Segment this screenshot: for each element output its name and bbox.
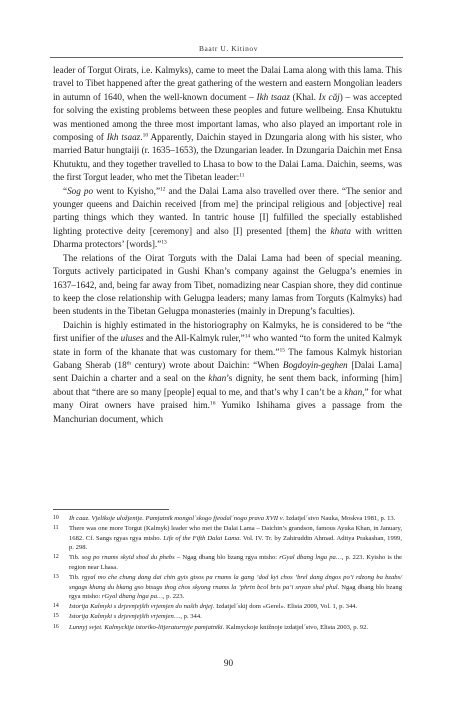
footnote-number: 14 bbox=[53, 603, 59, 610]
text-run: went to Kyisho,” bbox=[93, 185, 161, 196]
header-rule bbox=[50, 57, 403, 58]
footnote-text bbox=[69, 623, 402, 633]
footnote bbox=[53, 514, 402, 524]
text-run: Tib. bbox=[69, 554, 82, 562]
footnote-number: 10 bbox=[53, 515, 59, 521]
text-run: . Izdatjel´stvo Nauka, Moskva 1981, p. 13. bbox=[282, 515, 396, 522]
text-run: with written Dharma protectors’ [words].” bbox=[53, 225, 402, 250]
italic-title: Istorija Kalmyki s drjevnjejših vrjemjen do naših dnjej bbox=[69, 603, 213, 611]
text-run: . bbox=[140, 132, 143, 143]
footnote-text bbox=[69, 573, 402, 602]
text-run: Daichin is highly estimated in the historiography on Kalmyks, he is considered to be “the first unifier of the bbox=[53, 319, 402, 344]
footnote-ref[interactable]: 12 bbox=[160, 186, 166, 193]
text-run: leader of Torgut Oirats, i.e. Kalmyks), came to meet the Dalai Lama along with this lama. This travel to Tibet happened after the great gathering of the western and eastern Mongolian leaders in autumn of 1640, when the well-known document – bbox=[53, 65, 402, 102]
main-text bbox=[53, 64, 402, 426]
text-run: who wanted “to form the united Kalmyk state in form of the khanate that was customary for them.” bbox=[53, 333, 402, 357]
footnotes bbox=[53, 514, 402, 633]
ordinal-suffix: th bbox=[126, 360, 132, 367]
footnote bbox=[53, 612, 402, 622]
text-run: “ bbox=[63, 185, 68, 196]
footnote-rule bbox=[53, 509, 169, 510]
running-head: Baatr U. Kitinov bbox=[198, 44, 259, 53]
text-run: [Dalai Lama] sent Daichin a charter and a seal on the bbox=[53, 359, 402, 384]
footnote-number: 16 bbox=[53, 623, 59, 630]
italic-term: khata bbox=[330, 225, 351, 236]
italic-title: rGyal dbang lnga pa… bbox=[101, 593, 163, 601]
footnote-ref[interactable]: 13 bbox=[161, 239, 167, 246]
footnote-ref[interactable]: 14 bbox=[244, 333, 251, 340]
text-run: , p. 223. bbox=[162, 593, 185, 601]
italic-title: rGyal dbang lnga pa… bbox=[279, 554, 342, 562]
text-run: (Khal. bbox=[289, 91, 319, 102]
text-run: , p. 223. Kyisho is the region near Lhasa. bbox=[69, 554, 402, 571]
paragraph bbox=[53, 64, 402, 185]
text-run: …, p. 344. bbox=[173, 613, 202, 621]
footnote-ref[interactable]: 15 bbox=[279, 347, 285, 354]
footnote-number: 12 bbox=[53, 554, 59, 561]
text-run: Tib. bbox=[69, 574, 82, 582]
footnote-text bbox=[69, 602, 402, 612]
footnote-number: 13 bbox=[53, 574, 59, 581]
text-run: century) wrote about Daichin: “When bbox=[131, 359, 283, 370]
italic-term: Ikh tsaaz bbox=[106, 132, 141, 143]
text-run: ) – was accepted for solving the existing problems between these peoples and future wellbeing. Ensa Khutuktu was mentioned among the three most important lamas, who also played an important role in composing of bbox=[53, 91, 403, 143]
italic-term: Bogdoyin-geghen bbox=[282, 359, 348, 370]
italic-title: Ih caaz. Vjelikoje uložjenije. Pamjatnik mongol´skogo fjeodal´nogo prava XVII v bbox=[69, 515, 283, 522]
italic-term: khan bbox=[208, 373, 227, 384]
text-run: . Vol. IV. Tr. by Zahiruddin Ahmad. Aditya Prakashan, 1999, p. 298. bbox=[69, 534, 403, 552]
paragraph bbox=[53, 185, 402, 252]
text-run: and the All-Kalmyk ruler,” bbox=[143, 333, 245, 344]
italic-title: sog po rnams skyid shod du phebs bbox=[81, 554, 175, 562]
text-run: – Ngag dbang blo bzang rgya mtsho: bbox=[174, 554, 280, 562]
italic-title: rgyal mo che chung dang dai chin gyis gtsos pa rnams la gang ’dod kyi chos ’brel dang dngos po’i rdzong ba bzabs/ sngags khang du bkang gso btsugs thog chos skyong rnams la ’phrin bcol bris pa’i snyan shal phul bbox=[69, 574, 402, 591]
footnote-ref[interactable]: 11 bbox=[239, 172, 245, 179]
footnote bbox=[53, 623, 402, 633]
italic-title: Istorija Kalmyki s drjevnjejših vrjemjen bbox=[69, 613, 174, 621]
text-run: Apparently, Daichin stayed in Dzungaria along with his sister, who married Batur hungtaiji (r. 1635–1653), the Dzungarian leader. In Dzungaria Daichin met Ensa Khutuktu, and they together travelled to Lhasa to bow to the Dalai Lama. Daichin, seems, was the first Torgut leader, who met the Tibetan leader: bbox=[53, 132, 402, 183]
footnote-ref[interactable]: 16 bbox=[209, 400, 216, 407]
page-number: 90 bbox=[223, 658, 234, 668]
text-run: . Kalmyckoje knižnoje izdatjel´stvo, Elista 2003, p. 92. bbox=[222, 623, 369, 631]
italic-term: khan bbox=[344, 386, 363, 397]
footnote-text bbox=[69, 514, 402, 524]
footnote-text bbox=[69, 524, 402, 553]
footnote-number: 15 bbox=[53, 613, 59, 620]
footnote bbox=[53, 524, 402, 553]
italic-term: Sog po bbox=[67, 185, 94, 196]
paragraph: The relations of the Oirat Torguts with the Dalai Lama had been of special meaning. Torguts actively participated in Gushi Khan’s company against the Gelugpa’s enemies in 1637–1642, and, being far away from Tibet, nomadizing near Caspian shore, they did continue to keep the close relationship with Gelugpa leaders; many lamas from Torguts (Kalmyks) had been students in the Tibetan Gelugpa monasteries (mainly in Drepung’s faculties). bbox=[53, 252, 402, 317]
footnote-text bbox=[69, 553, 402, 572]
text-run: There was one more Torgut (Kalmyk) leader who met the Dalai Lama – Daichin’s grandson, famous Ayuka Khan, in January, 1682. Cf. Sangs rgyas rgya mtsho. bbox=[69, 525, 402, 542]
text-run: . Ngag dbang blo bzang rgya mtsho: bbox=[69, 583, 402, 601]
text-run: ,” for what many Oirat owners have praised him. bbox=[53, 386, 402, 411]
footnote bbox=[53, 553, 402, 572]
italic-title: Life of the Fifth Dalai Lama bbox=[163, 534, 240, 542]
footnote-text bbox=[69, 612, 402, 622]
text-run: ’s dignity, he sent them back, informing [him] about that “there are so many [people] equal to me, and that’s why I can’t be a bbox=[53, 373, 402, 397]
italic-term: Ikh tsaaz bbox=[256, 91, 290, 102]
footnote bbox=[53, 602, 402, 612]
footnote-ref[interactable]: 10 bbox=[142, 132, 149, 139]
text-run: . Izdatjel´skij dom «Gerel». Elista 2009, Vol. 1, p. 344. bbox=[212, 603, 358, 611]
italic-term: Ix căj bbox=[318, 91, 340, 102]
italic-term: uluses bbox=[120, 333, 144, 344]
text-run: and the Dalai Lama also travelled over there. “The senior and younger queens and Daichin received [from me] the principal religious and [objective] real parting things which they wanted. In tantric house [I] fulfilled the specially established lighting protective deity [ceremony] and also [I] presented [them] the bbox=[53, 185, 402, 236]
footnote-number: 11 bbox=[53, 525, 59, 532]
text-run: Yumiko Ishihama gives a passage from the Manchurian document, which bbox=[53, 400, 402, 424]
paragraph bbox=[53, 319, 402, 426]
footnote bbox=[53, 573, 402, 602]
italic-title: Lunnyj svjet. Kalmyckije istoriko-litjeraturnyje pamjatniki bbox=[69, 623, 223, 631]
text-run: The famous Kalmyk historian Gabang Sherab (18 bbox=[53, 346, 402, 370]
